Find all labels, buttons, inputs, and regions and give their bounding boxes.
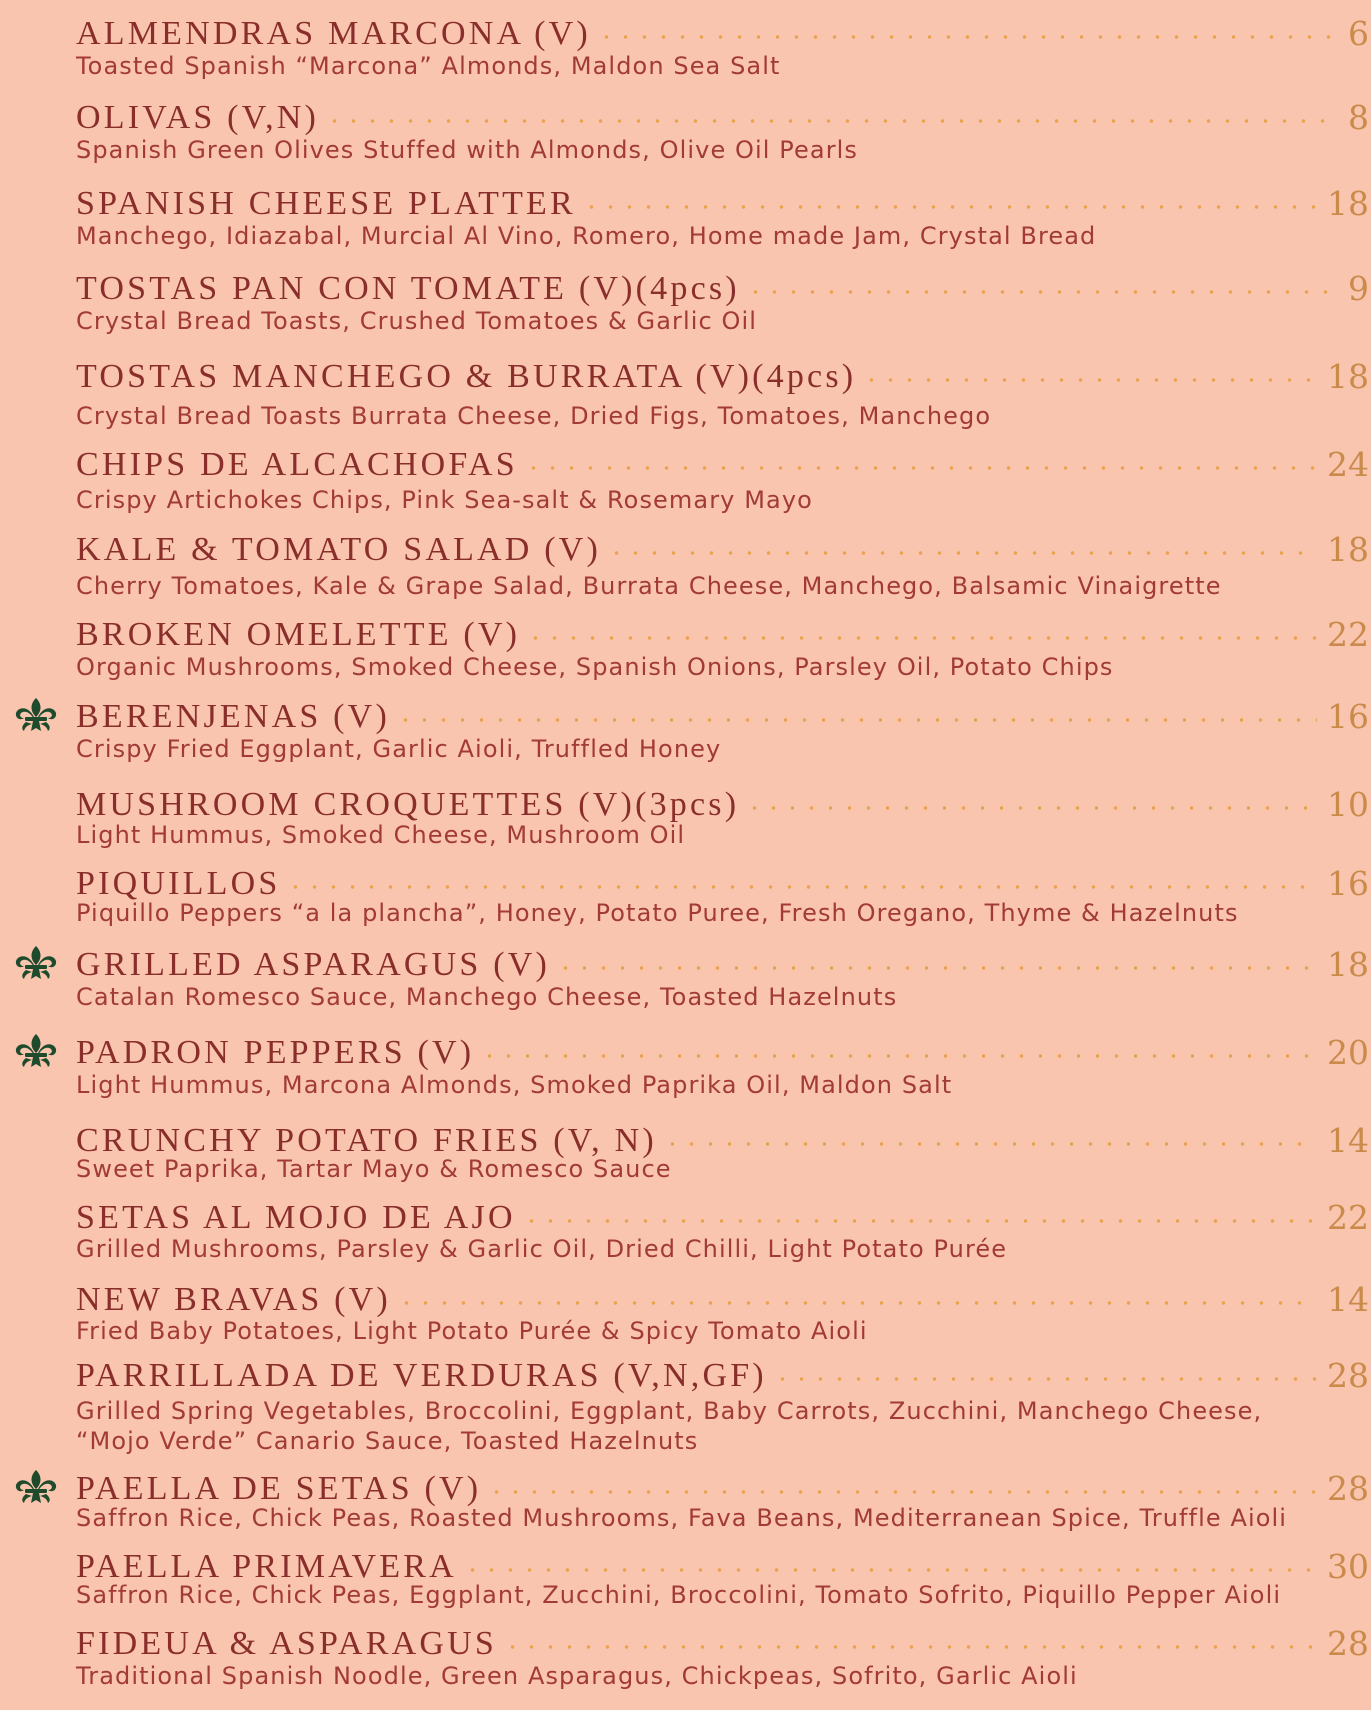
dish-price: 18 [1327,945,1369,984]
menu-item [0,441,1371,531]
dotted-leader [503,1644,1317,1650]
dish-price: 10 [1327,785,1369,824]
dish-price: 18 [1327,357,1369,396]
dotted-leader [480,1053,1317,1059]
menu-item [0,180,1371,270]
dish-description: Sweet Paprika, Tartar Mayo & Romesco Sauce [76,1155,672,1183]
menu-item [0,1029,1371,1119]
dotted-leader [862,377,1317,383]
dish-name: SETAS AL MOJO DE AJO [76,1199,516,1236]
menu-item [0,1620,1371,1710]
dish-price: 30 [1327,1547,1369,1586]
item-name-line [76,1276,1371,1320]
dotted-leader [526,635,1317,641]
dotted-leader [746,289,1331,295]
dish-name: TOSTAS PAN CON TOMATE (V)(4pcs) [76,270,740,307]
item-name-line [76,526,1371,570]
dish-name: OLIVAS (V,N) [76,99,320,136]
dotted-leader [325,118,1331,124]
dish-description: Crystal Bread Toasts Burrata Cheese, Dried Figs, Tomatoes, Manchego [76,402,992,430]
dotted-leader [286,884,1317,890]
dotted-leader [773,1376,1317,1382]
dish-description: Grilled Mushrooms, Parsley & Garlic Oil, Dried Chilli, Light Potato Purée [76,1235,1008,1263]
item-name-line [76,441,1371,485]
fleur-de-lis-icon [10,695,62,735]
dish-description: Light Hummus, Smoked Cheese, Mushroom Oil [76,821,686,849]
dotted-leader [397,1300,1317,1306]
item-name-line [76,1620,1371,1664]
dish-name: GRILLED ASPARAGUS (V) [76,946,550,983]
menu-item [0,1465,1371,1555]
item-name-line [76,1465,1371,1509]
dish-name: BROKEN OMELETTE (V) [76,616,521,653]
dotted-leader [487,1489,1317,1495]
dish-name: SPANISH CHEESE PLATTER [76,185,576,222]
dish-price: 9 [1348,269,1369,308]
dish-name: CHIPS DE ALCACHOFAS [76,446,518,483]
dish-description: Fried Baby Potatoes, Light Potato Purée & Spicy Tomato Aioli [76,1317,868,1345]
item-name-line [76,941,1371,985]
menu-item [0,781,1371,871]
dish-description-continued: “Mojo Verde” Canario Sauce, Toasted Hazelnuts [76,1427,699,1455]
dish-price: 22 [1327,615,1369,654]
menu-item [0,941,1371,1031]
dish-description: Spanish Green Olives Stuffed with Almonds, Olive Oil Pearls [76,136,859,164]
item-name-line [76,693,1371,737]
dish-price: 28 [1327,1356,1369,1395]
item-name-line [76,353,1371,397]
fleur-de-lis-icon [10,1031,62,1071]
dish-description: Saffron Rice, Chick Peas, Eggplant, Zucchini, Broccolini, Tomato Sofrito, Piquillo Pepper Aioli [76,1581,1282,1609]
item-name-line [76,265,1371,309]
dish-description: Toasted Spanish “Marcona” Almonds, Maldon Sea Salt [76,52,781,80]
dish-name: NEW BRAVAS (V) [76,1281,391,1318]
dish-name: PADRON PEPPERS (V) [76,1034,475,1071]
dish-price: 8 [1348,98,1369,137]
dish-description: Light Hummus, Marcona Almonds, Smoked Paprika Oil, Maldon Salt [76,1071,953,1099]
dish-price: 28 [1327,1469,1369,1508]
dotted-leader [463,1567,1317,1573]
item-name-line [76,180,1371,224]
dotted-leader [607,550,1317,556]
dish-name: PIQUILLOS [76,865,281,902]
dotted-leader [524,465,1317,471]
menu-item [0,611,1371,701]
dotted-leader [745,805,1317,811]
item-name-line [76,10,1371,54]
dish-name: CRUNCHY POTATO FRIES (V, N) [76,1122,657,1159]
dish-description: Crispy Fried Eggplant, Garlic Aioli, Truffled Honey [76,735,722,763]
fleur-de-lis-icon [10,1467,62,1507]
menu-item [0,94,1371,184]
dish-price: 14 [1327,1121,1369,1160]
menu-item [0,10,1371,100]
dish-description: Traditional Spanish Noodle, Green Asparagus, Chickpeas, Sofrito, Garlic Aioli [76,1662,1078,1690]
menu-item [0,860,1371,950]
menu-item [0,693,1371,783]
dotted-leader [663,1141,1317,1147]
dish-name: KALE & TOMATO SALAD (V) [76,531,602,568]
dotted-leader [522,1218,1317,1224]
dish-name: ALMENDRAS MARCONA (V) [76,15,591,52]
dish-description: Organic Mushrooms, Smoked Cheese, Spanish Onions, Parsley Oil, Potato Chips [76,653,1114,681]
dish-description: Grilled Spring Vegetables, Broccolini, Eggplant, Baby Carrots, Zucchini, Manchego Cheese, [76,1397,1263,1425]
dish-description: Manchego, Idiazabal, Murcial Al Vino, Romero, Home made Jam, Crystal Bread [76,222,1097,250]
dish-price: 20 [1327,1033,1369,1072]
item-name-line [76,781,1371,825]
menu-item [0,526,1371,616]
dotted-leader [396,717,1317,723]
dish-price: 24 [1327,445,1369,484]
dish-name: PAELLA DE SETAS (V) [76,1470,482,1507]
item-name-line [76,1352,1371,1396]
dish-name: MUSHROOM CROQUETTES (V)(3pcs) [76,786,740,823]
dish-name: PARRILLADA DE VERDURAS (V,N,GF) [76,1357,767,1394]
menu-item [0,1352,1371,1455]
dish-name: FIDEUA & ASPARAGUS [76,1625,498,1662]
item-name-line [76,94,1371,138]
dish-price: 6 [1348,14,1369,53]
menu-item [0,353,1371,443]
dish-description: Cherry Tomatoes, Kale & Grape Salad, Burrata Cheese, Manchego, Balsamic Vinaigrette [76,572,1222,600]
dish-description: Catalan Romesco Sauce, Manchego Cheese, Toasted Hazelnuts [76,983,898,1011]
item-name-line [76,1029,1371,1073]
dish-price: 16 [1327,697,1369,736]
dish-price: 28 [1327,1624,1369,1663]
item-name-line [76,1194,1371,1238]
dotted-leader [556,965,1317,971]
item-name-line [76,611,1371,655]
dish-description: Saffron Rice, Chick Peas, Roasted Mushrooms, Fava Beans, Mediterranean Spice, Truffle Aioli [76,1504,1288,1532]
dish-description: Piquillo Peppers “a la plancha”, Honey, Potato Puree, Fresh Oregano, Thyme & Hazelnuts [76,899,1239,927]
dish-name: BERENJENAS (V) [76,698,390,735]
dish-price: 18 [1327,530,1369,569]
dish-price: 16 [1327,864,1369,903]
dish-price: 22 [1327,1198,1369,1237]
dish-description: Crystal Bread Toasts, Crushed Tomatoes & Garlic Oil [76,307,758,335]
item-name-line [76,860,1371,904]
dish-price: 18 [1327,184,1369,223]
dish-price: 14 [1327,1280,1369,1319]
dish-name: TOSTAS MANCHEGO & BURRATA (V)(4pcs) [76,358,857,395]
menu-item [0,1194,1371,1284]
dotted-leader [597,34,1331,40]
fleur-de-lis-icon [10,943,62,983]
menu-item [0,265,1371,355]
dish-description: Crispy Artichokes Chips, Pink Sea-salt & Rosemary Mayo [76,486,813,514]
dotted-leader [582,204,1317,210]
dish-name: PAELLA PRIMAVERA [76,1548,457,1585]
